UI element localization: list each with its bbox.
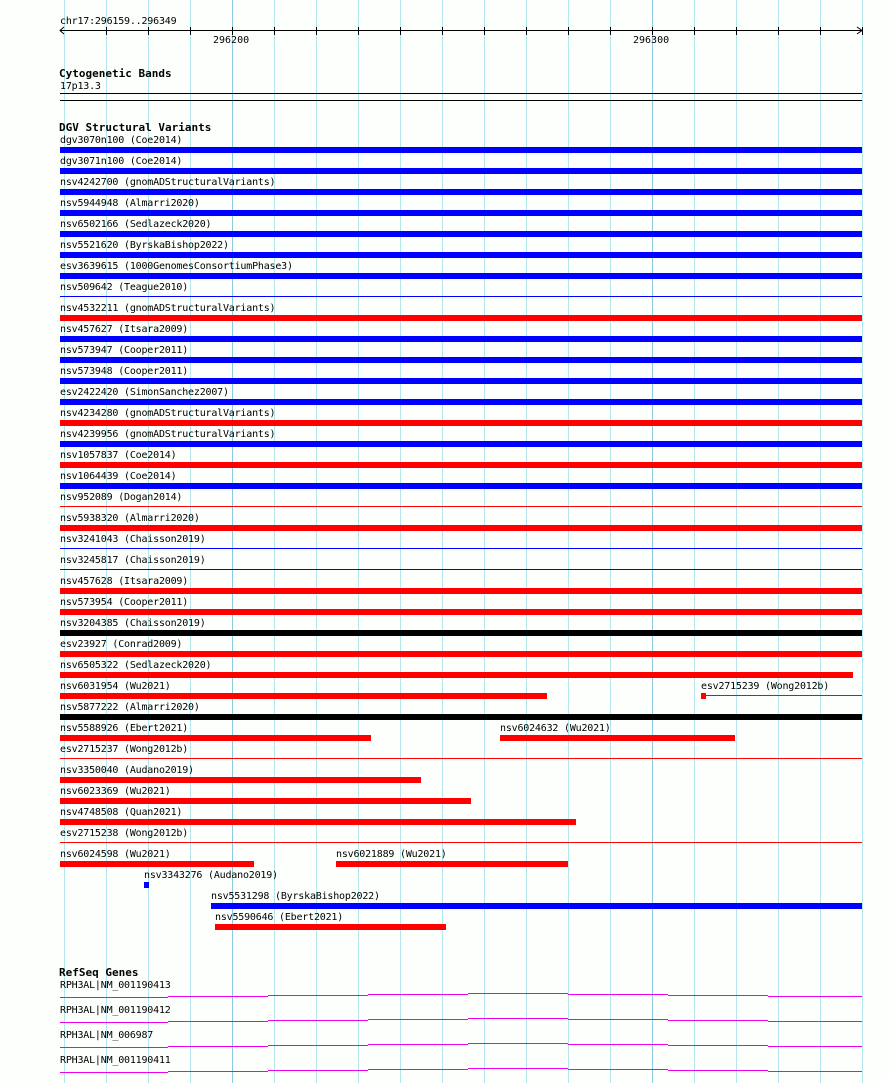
ruler-tick [358, 27, 359, 35]
variant-bar[interactable] [60, 758, 862, 759]
variant-label[interactable]: nsv573947 (Cooper2011) [60, 345, 189, 356]
variant-bar[interactable] [215, 924, 446, 930]
grid-line [736, 0, 737, 1083]
ruler-axis [60, 30, 862, 31]
region-label: chr17:296159..296349 [60, 16, 177, 27]
variant-label[interactable]: dgv3070n100 (Coe2014) [60, 135, 183, 146]
variant-bar[interactable] [60, 693, 547, 699]
ruler-tick [526, 27, 527, 35]
variant-label[interactable]: nsv6024598 (Wu2021) [60, 849, 171, 860]
gene-label[interactable]: RPH3AL|NM_001190413 [60, 980, 171, 991]
variant-bar[interactable] [60, 315, 862, 321]
variant-bar[interactable] [500, 735, 735, 741]
variant-label[interactable]: nsv573948 (Cooper2011) [60, 366, 189, 377]
grid-line [862, 0, 863, 1083]
ruler-label-296200: 296200 [213, 35, 250, 46]
variant-label[interactable]: esv2422420 (SimonSanchez2007) [60, 387, 229, 398]
refseq-track-title[interactable]: RefSeq Genes [59, 966, 139, 979]
variant-bar[interactable] [60, 506, 862, 507]
grid-line [484, 0, 485, 1083]
ruler-tick [820, 27, 821, 35]
variant-bar[interactable] [60, 147, 862, 153]
variant-label[interactable]: nsv6502166 (Sedlazeck2020) [60, 219, 212, 230]
ruler-tick [190, 27, 191, 35]
grid-line [400, 0, 401, 1083]
variant-label[interactable]: nsv4748508 (Quan2021) [60, 807, 183, 818]
variant-label[interactable]: nsv1057837 (Coe2014) [60, 450, 177, 461]
variant-bar[interactable] [60, 441, 862, 447]
ruler-tick [778, 27, 779, 35]
variant-bar[interactable] [60, 231, 862, 237]
cytoband-bottom-border [60, 100, 862, 101]
variant-bar[interactable] [60, 548, 862, 549]
dgv-track-title[interactable]: DGV Structural Variants [59, 121, 212, 134]
variant-label[interactable]: nsv5938320 (Almarri2020) [60, 513, 200, 524]
variant-label[interactable]: nsv457627 (Itsara2009) [60, 324, 189, 335]
ruler-tick [862, 27, 863, 35]
variant-label[interactable]: nsv4242700 (gnomADStructuralVariants) [60, 177, 276, 188]
variant-bar[interactable] [60, 210, 862, 216]
ruler-tick [106, 27, 107, 35]
variant-label[interactable]: nsv6505322 (Sedlazeck2020) [60, 660, 212, 671]
variant-bar[interactable] [60, 842, 862, 843]
gene-model[interactable] [59, 990, 863, 1002]
cytoband-top-border [60, 93, 862, 94]
variant-bar[interactable] [60, 336, 862, 342]
ruler-tick [610, 27, 611, 35]
ruler-tick [316, 27, 317, 35]
ruler-tick [736, 27, 737, 35]
variant-label[interactable]: esv3639615 (1000GenomesConsortiumPhase3) [60, 261, 293, 272]
gene-label[interactable]: RPH3AL|NM_001190412 [60, 1005, 171, 1016]
variant-label[interactable]: nsv3343276 (Audano2019) [144, 870, 278, 881]
variant-label[interactable]: nsv573954 (Cooper2011) [60, 597, 189, 608]
ruler-tick [232, 27, 233, 35]
grid-line [652, 0, 653, 1083]
variant-label[interactable]: nsv5944948 (Almarri2020) [60, 198, 200, 209]
grid-line [610, 0, 611, 1083]
gene-model[interactable] [59, 1015, 863, 1027]
ruler-label-296300: 296300 [633, 35, 670, 46]
variant-bar[interactable] [60, 777, 421, 783]
variant-label[interactable]: nsv5588926 (Ebert2021) [60, 723, 189, 734]
variant-label[interactable]: esv2715238 (Wong2012b) [60, 828, 189, 839]
ruler-tick [442, 27, 443, 35]
variant-bar[interactable] [60, 273, 862, 279]
variant-label[interactable]: esv2715237 (Wong2012b) [60, 744, 189, 755]
variant-bar[interactable] [60, 252, 862, 258]
variant-label[interactable]: nsv6024632 (Wu2021) [500, 723, 611, 734]
variant-bar[interactable] [60, 735, 371, 741]
variant-label[interactable]: esv2715239 (Wong2012b) [701, 681, 830, 692]
variant-label[interactable]: nsv5531298 (ByrskaBishop2022) [211, 891, 380, 902]
cytoband-track-title[interactable]: Cytogenetic Bands [59, 67, 172, 80]
cytoband-label: 17p13.3 [60, 81, 101, 92]
ruler-tick [568, 27, 569, 35]
variant-bar[interactable] [336, 861, 568, 867]
grid-line [358, 0, 359, 1083]
variant-bar[interactable] [60, 483, 862, 489]
variant-bar[interactable] [60, 525, 862, 531]
variant-bar[interactable] [60, 399, 862, 405]
variant-bar[interactable] [60, 462, 862, 468]
variant-label[interactable]: nsv5877222 (Almarri2020) [60, 702, 200, 713]
variant-bar[interactable] [60, 588, 862, 594]
ruler-tick [652, 27, 653, 35]
variant-bar[interactable] [60, 861, 254, 867]
variant-label[interactable]: nsv3204385 (Chaisson2019) [60, 618, 206, 629]
variant-bar[interactable] [60, 630, 862, 636]
variant-bar[interactable] [701, 693, 706, 699]
variant-label[interactable]: nsv1064439 (Coe2014) [60, 471, 177, 482]
variant-bar[interactable] [60, 378, 862, 384]
variant-bar[interactable] [60, 357, 862, 363]
gene-label[interactable]: RPH3AL|NM_001190411 [60, 1055, 171, 1066]
grid-line [568, 0, 569, 1083]
grid-line [694, 0, 695, 1083]
grid-line [442, 0, 443, 1083]
variant-bar[interactable] [60, 168, 862, 174]
ruler-tick [148, 27, 149, 35]
variant-bar[interactable] [60, 714, 862, 720]
scroll-left-arrow-icon[interactable] [59, 26, 65, 35]
variant-bar[interactable] [60, 672, 853, 678]
variant-label[interactable]: esv23927 (Conrad2009) [60, 639, 183, 650]
variant-bar[interactable] [60, 609, 862, 615]
variant-label[interactable]: nsv4532211 (gnomADStructuralVariants) [60, 303, 276, 314]
variant-bar[interactable] [60, 296, 862, 297]
variant-label[interactable]: nsv6031954 (Wu2021) [60, 681, 171, 692]
ruler-tick [484, 27, 485, 35]
gene-label[interactable]: RPH3AL|NM_006987 [60, 1030, 154, 1041]
variant-label[interactable]: dgv3071n100 (Coe2014) [60, 156, 183, 167]
ruler-tick [274, 27, 275, 35]
variant-label[interactable]: nsv4234280 (gnomADStructuralVariants) [60, 408, 276, 419]
variant-label[interactable]: nsv3245817 (Chaisson2019) [60, 555, 206, 566]
variant-label[interactable]: nsv6021889 (Wu2021) [336, 849, 447, 860]
variant-bar[interactable] [211, 903, 862, 909]
variant-bar[interactable] [60, 420, 862, 426]
variant-bar[interactable] [60, 189, 862, 195]
variant-label[interactable]: nsv457628 (Itsara2009) [60, 576, 189, 587]
variant-label[interactable]: nsv5521620 (ByrskaBishop2022) [60, 240, 229, 251]
variant-bar[interactable] [60, 798, 471, 804]
variant-bar[interactable] [60, 651, 862, 657]
grid-line [778, 0, 779, 1083]
gene-model[interactable] [59, 1040, 863, 1052]
variant-bar[interactable] [144, 882, 149, 888]
variant-label[interactable]: nsv5590646 (Ebert2021) [215, 912, 344, 923]
variant-label[interactable]: nsv509642 (Teague2010) [60, 282, 189, 293]
variant-label[interactable]: nsv3350040 (Audano2019) [60, 765, 194, 776]
ruler-tick [400, 27, 401, 35]
variant-label[interactable]: nsv3241043 (Chaisson2019) [60, 534, 206, 545]
grid-line [820, 0, 821, 1083]
variant-extent-line[interactable] [706, 695, 862, 696]
variant-label[interactable]: nsv6023369 (Wu2021) [60, 786, 171, 797]
variant-label[interactable]: nsv4239956 (gnomADStructuralVariants) [60, 429, 276, 440]
variant-bar[interactable] [60, 569, 862, 570]
variant-label[interactable]: nsv952089 (Dogan2014) [60, 492, 183, 503]
gene-model[interactable] [59, 1065, 863, 1077]
grid-line [526, 0, 527, 1083]
variant-bar[interactable] [60, 819, 576, 825]
ruler-tick [694, 27, 695, 35]
